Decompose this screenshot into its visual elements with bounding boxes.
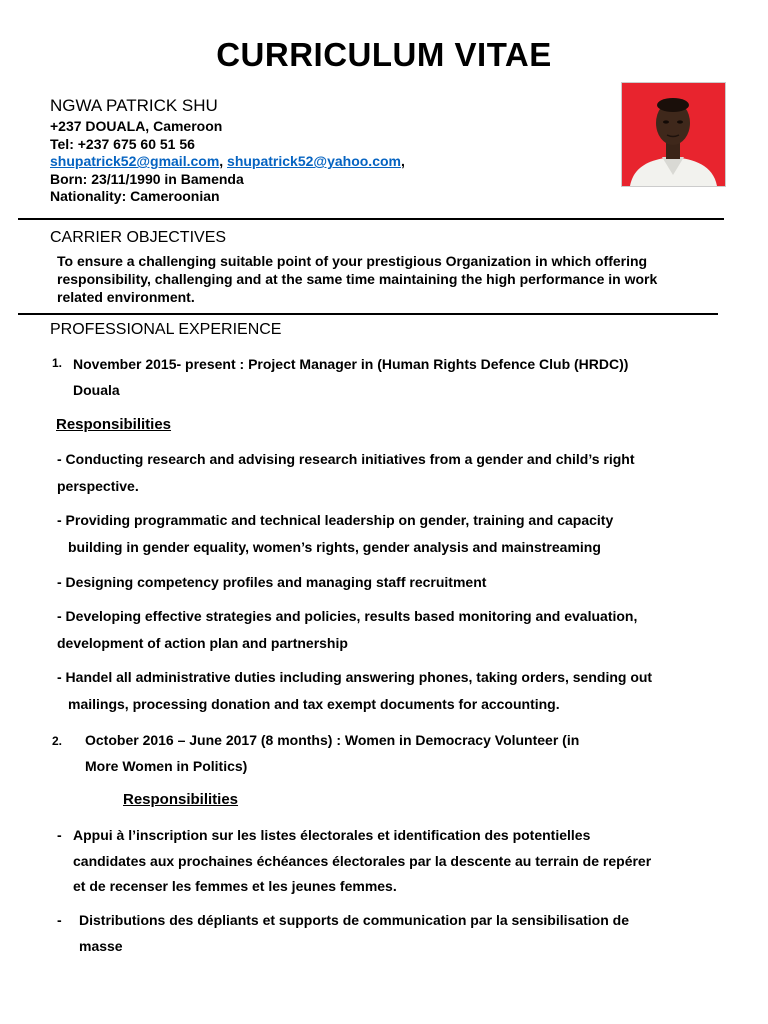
job2-title: October 2016 – June 2017 (8 months) : Women in Democracy Volunteer (in [85, 732, 580, 748]
job1-item-3: - Designing competency profiles and managing staff recruitment [57, 574, 487, 590]
job2-number: 2. [52, 734, 63, 748]
job1-responsibilities-heading: Responsibilities [56, 416, 172, 433]
header-divider [18, 218, 724, 220]
email-trailing-comma: , [400, 153, 405, 169]
job2-bullet-2-dash: - [57, 912, 62, 928]
job2-item-2-line2: masse [79, 938, 123, 954]
email-yahoo-link[interactable]: shupatrick52@yahoo.com [227, 153, 401, 169]
candidate-name: NGWA PATRICK SHU [50, 96, 218, 115]
job1-title: November 2015- present : Project Manager in (Human Rights Defence Club (HRDC)) [73, 356, 629, 372]
job1-item-2-line2: building in gender equality, women’s rights, gender analysis and mainstreaming [68, 539, 601, 555]
job1-item-4-line2: development of action plan and partnership [57, 635, 348, 651]
birth-info: Born: 23/11/1990 in Bamenda [50, 171, 244, 187]
job1-item-2-line1: - Providing programmatic and technical leadership on gender, training and capacity [57, 512, 614, 528]
objectives-heading: CARRIER OBJECTIVES [50, 229, 227, 246]
job1-item-5-line2: mailings, processing donation and tax exempt documents for accounting. [68, 696, 560, 712]
job2-responsibilities-heading: Responsibilities [123, 791, 239, 808]
phone: Tel: +237 675 60 51 56 [50, 136, 195, 152]
job1-item-4-line1: - Developing effective strategies and policies, results based monitoring and evaluation, [57, 608, 638, 624]
job1-number: 1. [52, 356, 63, 370]
job2-bullet-1-dash: - [57, 827, 62, 843]
profile-photo [621, 82, 726, 187]
email-line [50, 153, 405, 169]
job2-item-1-line1: Appui à l’inscription sur les listes électorales et identification des potentielles [73, 827, 591, 843]
job2-item-1-line2: candidates aux prochaines échéances électorales par la descente au terrain de repérer [73, 853, 652, 869]
job2-organization: More Women in Politics) [85, 758, 248, 774]
job1-location: Douala [73, 382, 120, 398]
experience-heading: PROFESSIONAL EXPERIENCE [50, 321, 282, 338]
job1-item-5-line1: - Handel all administrative duties including answering phones, taking orders, sending out [57, 669, 653, 685]
email-gmail-link[interactable]: shupatrick52@gmail.com [50, 153, 220, 169]
email-separator: , [219, 153, 228, 169]
objectives-divider [18, 313, 718, 315]
job1-item-1-line2: perspective. [57, 478, 139, 494]
document-title: CURRICULUM VITAE [216, 36, 552, 73]
job2-item-1-line3: et de recenser les femmes et les jeunes femmes. [73, 878, 397, 894]
job2-item-2-line1: Distributions des dépliants et supports de communication par la sensibilisation de [79, 912, 629, 928]
nationality: Nationality: Cameroonian [50, 188, 220, 204]
objectives-text: To ensure a challenging suitable point of your prestigious Organization in which offering responsibility, challenging and at the same time maintaining the high performance in work related environment. [57, 253, 658, 305]
address: +237 DOUALA, Cameroon [50, 118, 223, 134]
job1-item-1-line1: - Conducting research and advising research initiatives from a gender and child’s right [57, 451, 635, 467]
